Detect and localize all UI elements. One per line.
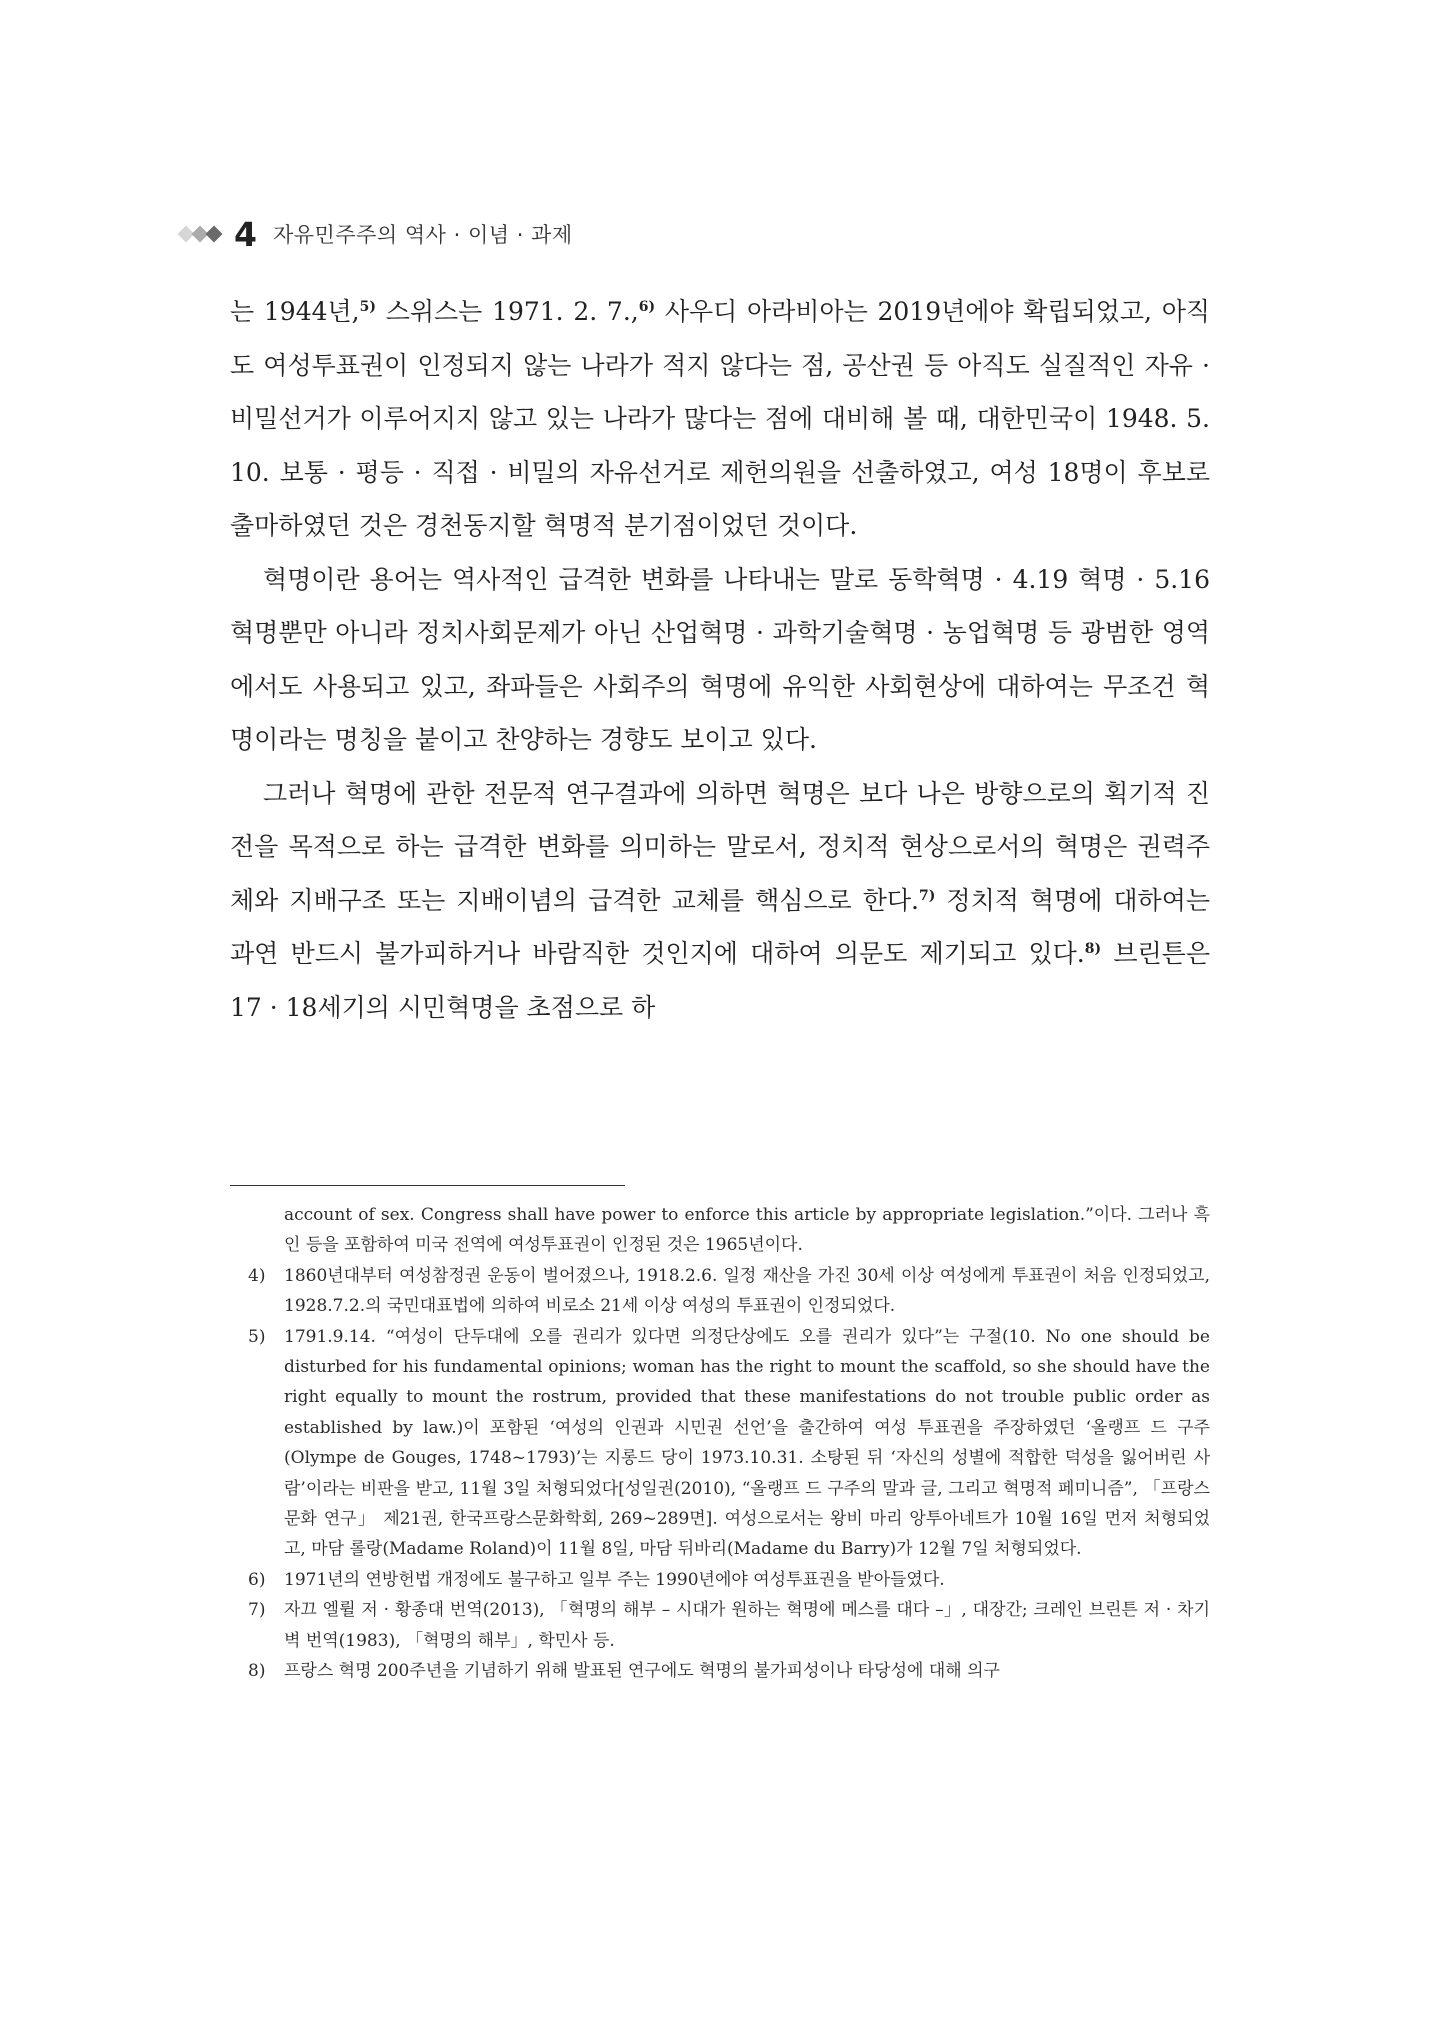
body-text-segment: 는 1944년,: [230, 297, 360, 326]
body-text-segment: 그러나 혁명에 관한 전문적 연구결과에 의하면 혁명은 보다 나은 방향으로의 획기적 진전을 목적으로 하는 급격한 변화를 의미하는 말로서, 정치적 현상으로서의 혁명은 권력주체와 지배구조 또는 지배이념의 급격한 교체를 핵심으로 한다.: [230, 778, 1210, 915]
body-paragraph: [230, 767, 1210, 1035]
body-paragraph: [230, 285, 1210, 553]
body-paragraph: [230, 553, 1210, 767]
footnote-reference[interactable]: 7): [919, 887, 936, 904]
footnotes: [248, 1200, 1210, 1687]
body-text-segment: 브린튼은 17 · 18세기의 시민혁명을 초점으로 하: [230, 939, 1210, 1022]
footnote-reference[interactable]: 8): [1084, 941, 1102, 957]
footnote-number: 7): [248, 1600, 266, 1621]
body-text-segment: 혁명이란 용어는 역사적인 급격한 변화를 나타내는 말로 동학혁명 · 4.19 혁명 · 5.16 혁명뿐만 아니라 정치사회문제가 아닌 산업혁명 · 과학기술혁명 · 농업혁명 등 광범한 영역에서도 사용되고 있고, 좌파들은 사회주의 혁명에 유익한 사회현상에 대하여는 무조건 혁명이라는 명칭을 붙이고 찬양하는 경향도 보이고 있다.: [230, 564, 1210, 754]
footnote-text: 프랑스 혁명 200주년을 기념하기 위해 발표된 연구에도 혁명의 불가피성이나 타당성에 대해 의구: [284, 1661, 1000, 1682]
footnote-text: 자끄 엘륄 저 · 황종대 번역(2013), 「혁명의 해부 – 시대가 원하는 혁명에 메스를 대다 –」, 대장간; 크레인 브린튼 저 · 차기벽 번역(1983), 「혁명의 해부」, 학민사 등.: [284, 1600, 1210, 1651]
footnote-divider: [230, 1185, 625, 1186]
body-text-segment: 정치적 혁명에 대하여는 과연 반드시 불가피하거나 바람직한 것인지에 대하여 의문도 제기되고 있다.: [230, 885, 1211, 968]
footnote-number: 5): [248, 1326, 266, 1347]
footnote: [248, 1595, 1210, 1656]
footnote: [248, 1565, 1210, 1595]
footnote: [248, 1322, 1210, 1565]
footnote-reference[interactable]: 5): [359, 299, 376, 315]
page-number: 4: [234, 214, 257, 254]
body-text-segment: 사우디 아라비아는 2019년에야 확립되었고, 아직도 여성투표권이 인정되지 않는 나라가 적지 않다는 점, 공산권 등 아직도 실질적인 자유 · 비밀선거가 이루어지지 않고 있는 나라가 많다는 점에 대비해 볼 때, 대한민국이 1948. 5. 10. 보통 · 평등 · 직접 · 비밀의 자유선거로 제헌의원을 선출하였고, 여성 18명이 후보로 출마하였던 것은 경천동지할 혁명적 분기점이었던 것이다.: [230, 297, 1210, 540]
diamond-ornament-icon: [180, 228, 220, 240]
footnote: [248, 1200, 1210, 1261]
footnote-number: 4): [248, 1265, 266, 1286]
footnote: [248, 1656, 1210, 1686]
running-header: [180, 214, 573, 254]
footnote-number: 6): [248, 1569, 266, 1590]
running-title: 자유민주주의 역사 · 이념 · 과제: [272, 223, 573, 247]
footnote-reference[interactable]: 6): [638, 299, 656, 315]
footnote-text: 1971년의 연방헌법 개정에도 불구하고 일부 주는 1990년에야 여성투표권을 받아들였다.: [284, 1569, 945, 1590]
footnote: [248, 1261, 1210, 1322]
body-text-segment: 스위스는 1971. 2. 7.,: [375, 297, 639, 326]
footnote-text: 1791.9.14. “여성이 단두대에 오를 권리가 있다면 의정단상에도 오를 권리가 있다”는 구절(10. No one should be disturbed for his fundamental opinions; woman has the right to mount the scaffold, so she should have the right equally to mount the rostrum, provided that these manifestations do not trouble public order as established by law.)이 포함된 ‘여성의 인권과 시민권 선언’을 출간하여 여성 투표권을 주장하였던 ‘올랭프 드 구주(Olympe de Gouges, 1748~1793)’는 지롱드 당이 1973.10.31. 소탕된 뒤 ‘자신의 성별에 적합한 덕성을 잃어버린 사람’이라는 비판을 받고, 11월 3일 처형되었다[성일권(2010), “올랭프 드 구주의 말과 글, 그리고 혁명적 페미니즘”, 「프랑스 문화 연구」 제21권, 한국프랑스문화학회, 269~289면]. 여성으로서는 왕비 마리 앙투아네트가 10월 16일 먼저 처형되었고, 마담 롤랑(Madame Roland)이 11월 8일, 마담 뒤바리(Madame du Barry)가 12월 7일 처형되었다.: [284, 1326, 1210, 1560]
footnote-number: 8): [248, 1661, 266, 1682]
footnote-text: 1860년대부터 여성참정권 운동이 벌어졌으나, 1918.2.6. 일정 재산을 가진 30세 이상 여성에게 투표권이 처음 인정되었고, 1928.7.2.의 국민대표법에 의하여 비로소 21세 이상 여성의 투표권이 인정되었다.: [284, 1265, 1210, 1317]
footnote-text: account of sex. Congress shall have power to enforce this article by appropriate legislation.”이다. 그러나 흑인 등을 포함하여 미국 전역에 여성투표권이 인정된 것은 1965년이다.: [284, 1205, 1210, 1256]
main-text: [230, 285, 1210, 1034]
